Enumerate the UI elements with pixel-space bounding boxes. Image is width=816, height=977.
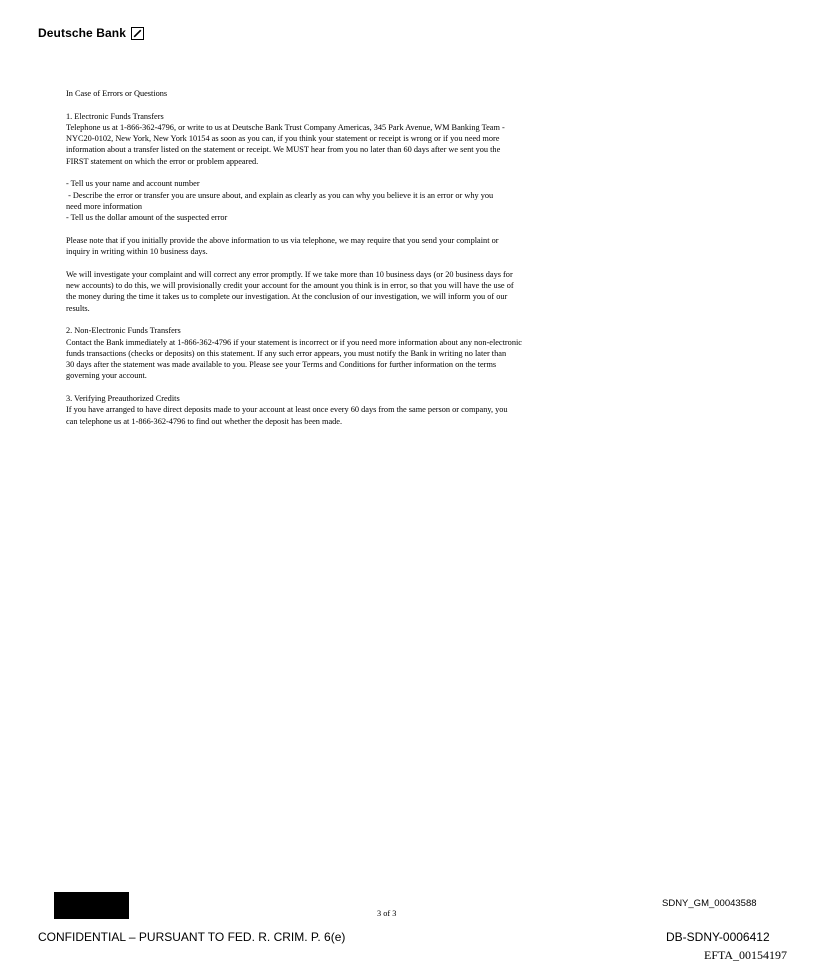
paragraph-line: We will investigate your complaint and will correct any error promptly. If we take more than 10 business days (or 20 business days for (66, 269, 513, 279)
efta-number: EFTA_00154197 (704, 948, 788, 962)
instruction-item: - Tell us the dollar amount of the suspected error (66, 213, 228, 223)
section-title: 3. Verifying Preauthorized Credits (66, 394, 180, 404)
page-number: 3 of 3 (377, 909, 397, 918)
investigation-paragraph (66, 269, 641, 314)
redaction-box (54, 892, 129, 919)
paragraph-line: NYC20-0102, New York, New York 10154 as soon as you can, if you think your statement or receipt is wrong or if you need more (66, 134, 500, 144)
section-title: 2. Non-Electronic Funds Transfers (66, 326, 181, 336)
instruction-item: - Describe the error or transfer you are unsure about, and explain as clearly as you can why you believe it is an error or why you (66, 190, 494, 200)
paragraph-line: results. (66, 303, 90, 313)
paragraph-line: funds transactions (checks or deposits) on this statement. If any such error appears, you must notify the Bank in writing no later than (66, 348, 507, 358)
instruction-item: need more information (66, 201, 143, 211)
paragraph-line: FIRST statement on which the error or problem appeared. (66, 156, 259, 166)
paragraph-line: new accounts) to do this, we will provisionally credit your account for the amount you think is in error, so that you will have the use of (66, 281, 514, 291)
section-non-electronic-transfers (66, 325, 641, 381)
paragraph-line: Telephone us at 1-866-362-4796, or write to us at Deutsche Bank Trust Company Americas, 345 Park Avenue, WM Banking Team - (66, 122, 505, 132)
bates-number-db: DB-SDNY-0006412 (666, 930, 770, 944)
instruction-item: - Tell us your name and account number (66, 179, 200, 189)
document-header (38, 26, 144, 40)
paragraph-line: If you have arranged to have direct deposits made to your account at least once every 60 days from the same person or company, you (66, 405, 508, 415)
paragraph-line: the money during the time it takes us to complete our investigation. At the conclusion of our investigation, we will inform you of our (66, 292, 508, 302)
telephone-note (66, 235, 641, 258)
brand-name: Deutsche Bank (38, 26, 126, 40)
statement-body (66, 88, 641, 438)
paragraph-line: inquiry in writing within 10 business days. (66, 247, 208, 257)
paragraph-line: governing your account. (66, 371, 147, 381)
paragraph-line: information about a transfer listed on the statement or receipt. We MUST hear from you no later than 60 days after we sent you the (66, 145, 501, 155)
instructions-list (66, 178, 641, 223)
paragraph-line: Please note that if you initially provide the above information to us via telephone, we may require that you send your complaint or (66, 235, 499, 245)
section-electronic-transfers (66, 111, 641, 167)
page-heading: In Case of Errors or Questions (66, 89, 168, 98)
bates-number-sdny: SDNY_GM_00043588 (662, 898, 757, 909)
paragraph-line: can telephone us at 1-866-362-4796 to find out whether the deposit has been made. (66, 416, 343, 426)
deutsche-bank-logo-icon (131, 27, 144, 40)
paragraph-line: Contact the Bank immediately at 1-866-362-4796 if your statement is incorrect or if you need more information about any non-electronic (66, 337, 522, 347)
section-title: 1. Electronic Funds Transfers (66, 111, 164, 121)
paragraph-line: 30 days after the statement was made available to you. Please see your Terms and Conditions for further information on the terms (66, 360, 497, 370)
section-preauthorized-credits (66, 393, 641, 427)
confidential-notice: CONFIDENTIAL – PURSUANT TO FED. R. CRIM. P. 6(e) (38, 930, 346, 944)
